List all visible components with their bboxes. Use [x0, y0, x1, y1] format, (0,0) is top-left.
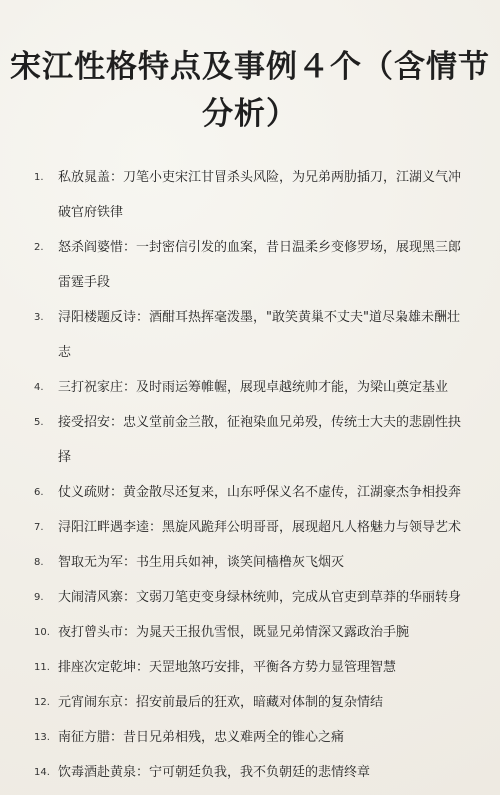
page-title: 宋江性格特点及事例４个（含情节分析） [10, 49, 490, 132]
list-item-text: 浔阳楼题反诗：酒酣耳热挥毫泼墨，"敢笑黄巢不丈夫"道尽枭雄未酬壮志 [58, 310, 460, 360]
list-item-number: 4. [34, 382, 44, 393]
list-item-number: 1. [34, 172, 44, 183]
list-item-text: 接受招安：忠义堂前金兰散，征袍染血兄弟殁，传统士大夫的悲剧性抉择 [58, 415, 462, 465]
list-item-number: 3. [34, 312, 44, 323]
list-item-number: 8. [34, 557, 44, 568]
list-item [0, 300, 500, 370]
list-item-number: 12. [34, 697, 50, 708]
list-item-text: 南征方腊：昔日兄弟相残，忠义难两全的锥心之痛 [58, 730, 345, 745]
list-item [0, 580, 500, 615]
list-item [0, 615, 500, 650]
list-item [0, 370, 500, 405]
list-item-number: 5. [34, 417, 44, 428]
list-item [0, 720, 500, 755]
list-item-text: 排座次定乾坤：天罡地煞巧安排，平衡各方势力显管理智慧 [58, 660, 397, 675]
list-item-text: 三打祝家庄：及时雨运筹帷幄，展现卓越统帅才能，为梁山奠定基业 [58, 380, 449, 395]
list-item [0, 405, 500, 475]
list-item-number: 7. [34, 522, 44, 533]
list-item-text: 夜打曾头市：为晁天王报仇雪恨，既显兄弟情深又露政治手腕 [58, 625, 410, 640]
list-item-number: 9. [34, 592, 44, 603]
list-item [0, 475, 500, 510]
list-item-text: 仗义疏财：黄金散尽还复来，山东呼保义名不虚传，江湖豪杰争相投奔 [58, 485, 462, 500]
list-item [0, 230, 500, 300]
list-item-number: 11. [34, 662, 50, 673]
list-item [0, 545, 500, 580]
list-item-text: 元宵闹东京：招安前最后的狂欢，暗藏对体制的复杂情结 [58, 695, 384, 710]
list-item-text: 大闹清风寨：文弱刀笔吏变身绿林统帅，完成从官吏到草莽的华丽转身 [58, 590, 462, 605]
list-item [0, 160, 500, 230]
list-item [0, 685, 500, 720]
example-list [0, 160, 500, 790]
list-item-number: 2. [34, 242, 44, 253]
list-item-text: 私放晁盖：刀笔小吏宋江甘冒杀头风险，为兄弟两肋插刀，江湖义气冲破官府铁律 [58, 170, 462, 220]
list-item-number: 10. [34, 627, 50, 638]
list-item-number: 13. [34, 732, 50, 743]
list-item [0, 755, 500, 790]
list-item-number: 6. [34, 487, 44, 498]
list-item-text: 怒杀阎婆惜：一封密信引发的血案，昔日温柔乡变修罗场，展现黑三郎雷霆手段 [58, 240, 462, 290]
list-item-text: 浔阳江畔遇李逵：黑旋风跪拜公明哥哥，展现超凡人格魅力与领导艺术 [58, 520, 462, 535]
list-item-text: 智取无为军：书生用兵如神，谈笑间樯橹灰飞烟灭 [58, 555, 345, 570]
list-item-number: 14. [34, 767, 50, 778]
list-item [0, 510, 500, 545]
list-item [0, 650, 500, 685]
list-item-text: 饮毒酒赴黄泉：宁可朝廷负我，我不负朝廷的悲情终章 [58, 765, 371, 780]
